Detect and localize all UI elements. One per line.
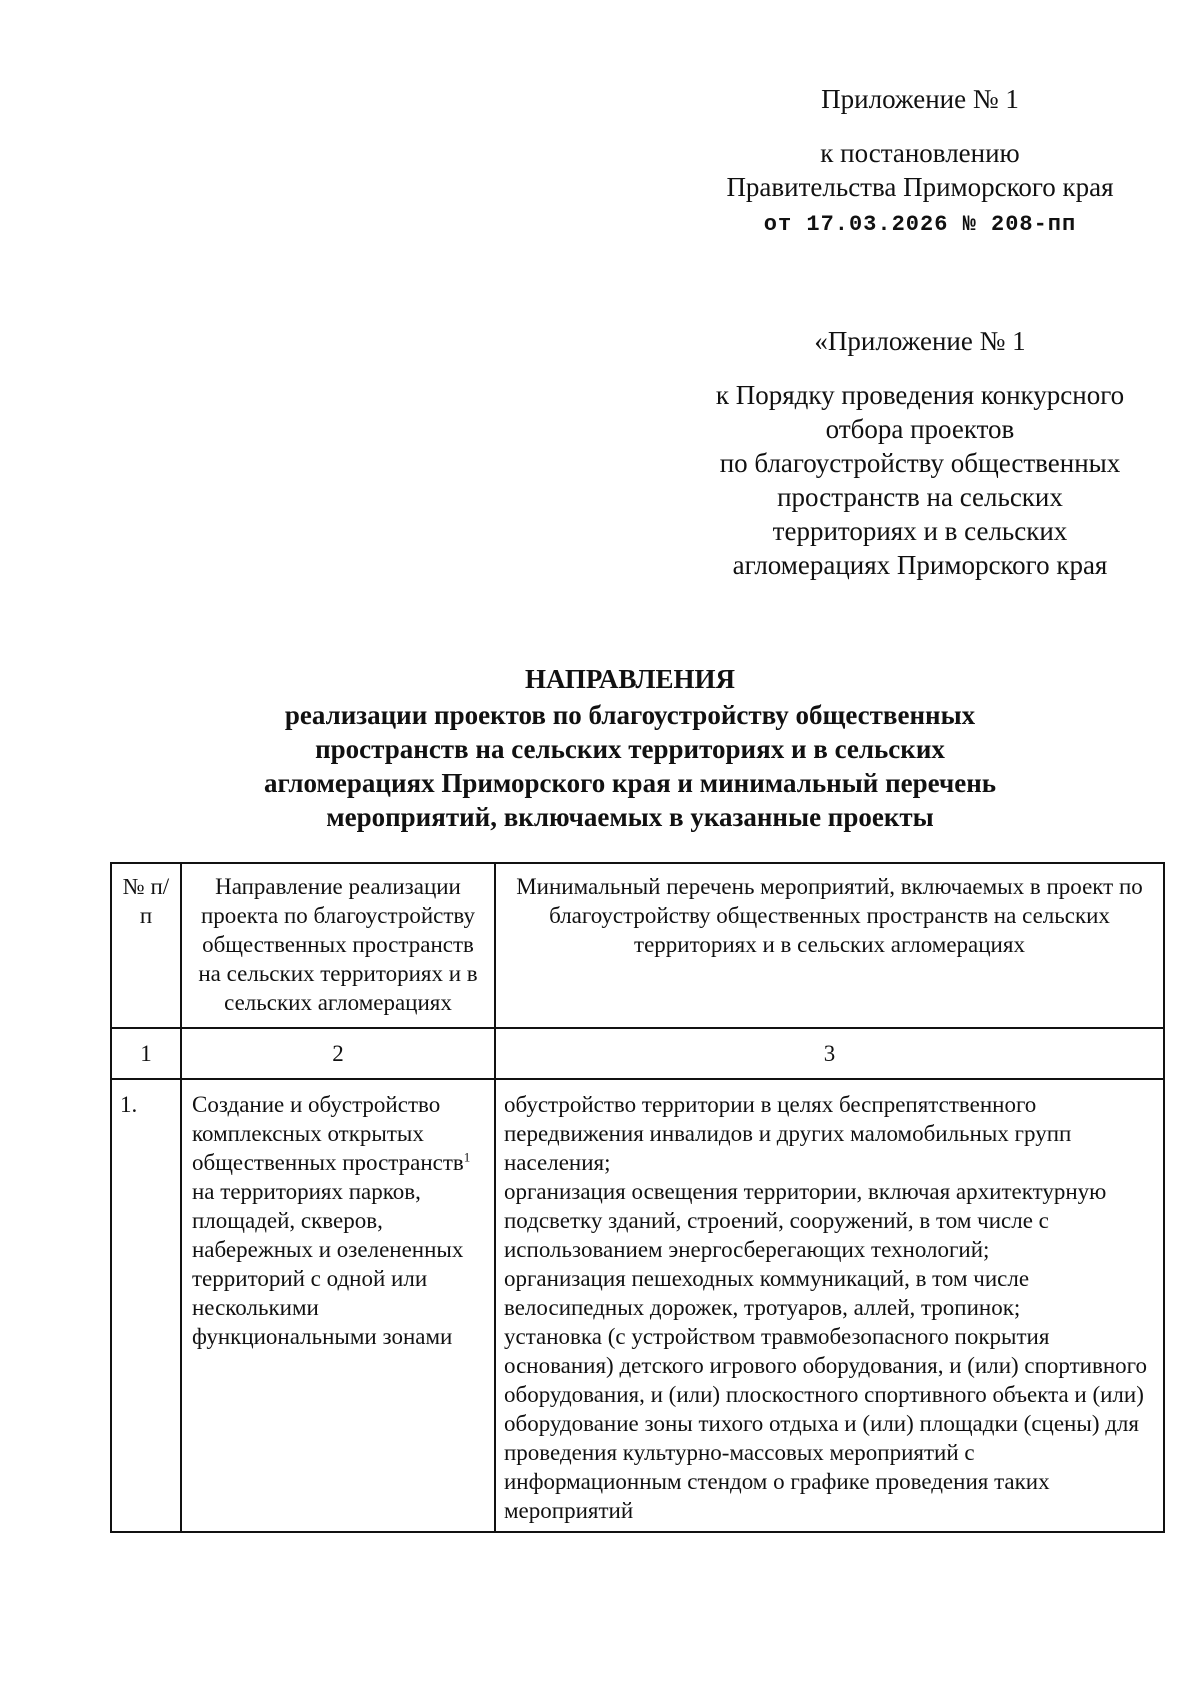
footnote-mark: 1 [463, 1149, 471, 1165]
heading-line4: мероприятий, включаемых в указанные проекты [326, 802, 934, 832]
appendix-ref-line1: к Порядку проведения конкурсного [715, 380, 1125, 410]
appendix-to-line2: Правительства Приморского края [726, 172, 1114, 202]
measure-item: организация пешеходных коммуникаций, в том числе велосипедных дорожек, тротуаров, аллей, тропинок; [504, 1266, 1030, 1320]
heading-main: НАПРАВЛЕНИЯ [525, 664, 735, 694]
heading-line2: пространств на сельских территориях и в сельских [315, 734, 945, 764]
direction-text-start: Создание и обустройство комплексных открытых общественных пространств [192, 1092, 464, 1175]
resolution-stamp: от 17.03.2026 № 208-пп [763, 212, 1077, 237]
table-row [111, 1079, 1164, 1532]
heading-line1: реализации проектов по благоустройству общественных [284, 700, 976, 730]
appendix-header [700, 82, 1140, 242]
column-number-3: 3 [495, 1028, 1164, 1079]
appendix-ref-line6: агломерациях Приморского края [732, 550, 1108, 580]
column-number-row [111, 1028, 1164, 1079]
appendix-reference [700, 324, 1140, 582]
document-heading [100, 662, 1160, 834]
measure-item: установка (с устройством травмобезопасного покрытия основания) детского игрового оборудования, и (или) спортивного оборудования, и (или) плоскостного спортивного объекта и (или) оборудование зоны тихого отдыха и (или) площадки (сцены) для проведения культурно-массовых мероприятий с информационным стендом о графике проведения таких мероприятий [504, 1324, 1148, 1523]
appendix-to-line1: к постановлению [820, 138, 1020, 168]
appendix-ref-line2: отбора проектов [825, 414, 1015, 444]
direction-text-end: на территориях парков, площадей, скверов, набережных и озелененных территорий с одной или несколькими функциональными зонами [192, 1179, 464, 1349]
header-measures: Минимальный перечень мероприятий, включаемых в проект по благоустройству общественных пространств на сельских территориях и в сельских агломерациях [495, 863, 1164, 1028]
column-number-1: 1 [111, 1028, 181, 1079]
row-measures [495, 1079, 1164, 1532]
row-number: 1. [111, 1079, 181, 1532]
heading-line3: агломерациях Приморского края и минимальный перечень [263, 768, 997, 798]
appendix-ref-line5: территориях и в сельских [772, 516, 1068, 546]
appendix-ref-line3: по благоустройству общественных [719, 448, 1121, 478]
row-direction [181, 1079, 495, 1532]
header-direction: Направление реализации проекта по благоустройству общественных пространств на сельских территориях и в сельских агломерациях [181, 863, 495, 1028]
table-header-row [111, 863, 1164, 1028]
appendix-ref-title: «Приложение № 1 [814, 326, 1026, 356]
measure-item: обустройство территории в целях беспрепятственного передвижения инвалидов и других маломобильных групп населения; [504, 1092, 1072, 1175]
header-num: № п/п [111, 863, 181, 1028]
measure-item: организация освещения территории, включая архитектурную подсветку зданий, строений, сооружений, в том числе с использованием энергосберегающих технологий; [504, 1179, 1107, 1262]
directions-table [110, 862, 1165, 1533]
appendix-title: Приложение № 1 [821, 84, 1019, 114]
appendix-ref-line4: пространств на сельских [777, 482, 1063, 512]
column-number-2: 2 [181, 1028, 495, 1079]
